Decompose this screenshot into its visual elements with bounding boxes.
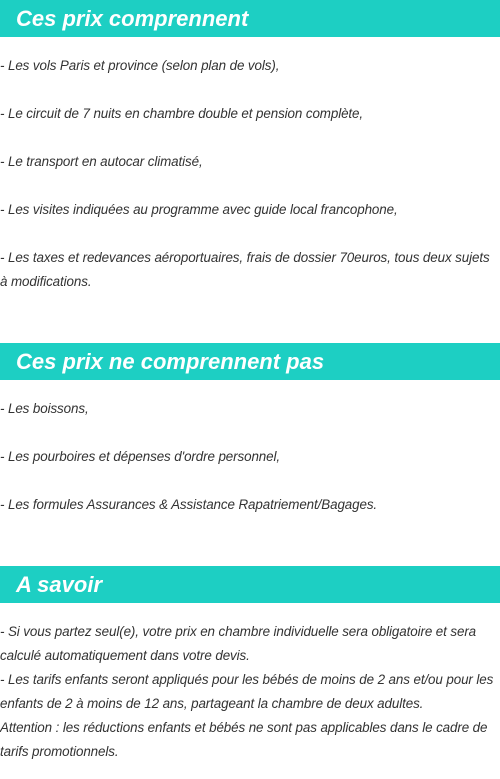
included-item-taxes: - Les taxes et redevances aéroportuaires, frais de dossier 70euros, tous deux sujets à modifications. [0, 250, 490, 289]
info-item-single-room: - Si vous partez seul(e), votre prix en chambre individuelle sera obligatoire et sera calculé automatiquement dans votre devis. [0, 624, 477, 663]
section-header-included: Ces prix comprennent [0, 0, 500, 37]
info-item-child-rates: - Les tarifs enfants seront appliqués pour les bébés de moins de 2 ans et/ou pour les enfants de 2 à moins de 12 ans, partageant la chambre de deux adultes. [0, 672, 494, 711]
excluded-item-drinks: - Les boissons, [0, 401, 89, 416]
included-item-visits: - Les visites indiquées au programme avec guide local francophone, [0, 202, 398, 217]
included-item-transport: - Le transport en autocar climatisé, [0, 154, 203, 169]
excluded-item-tips: - Les pourboires et dépenses d'ordre personnel, [0, 449, 280, 464]
section-header-good-to-know: A savoir [0, 566, 500, 603]
included-item-circuit: - Le circuit de 7 nuits en chambre double et pension complète, [0, 106, 364, 121]
section-header-not-included: Ces prix ne comprennent pas [0, 343, 500, 380]
included-item-flights: - Les vols Paris et province (selon plan de vols), [0, 58, 280, 73]
info-item-attention: Attention : les réductions enfants et bébés ne sont pas applicables dans le cadre de tarifs promotionnels. [0, 720, 488, 759]
excluded-item-insurance: - Les formules Assurances & Assistance Rapatriement/Bagages. [0, 497, 378, 512]
